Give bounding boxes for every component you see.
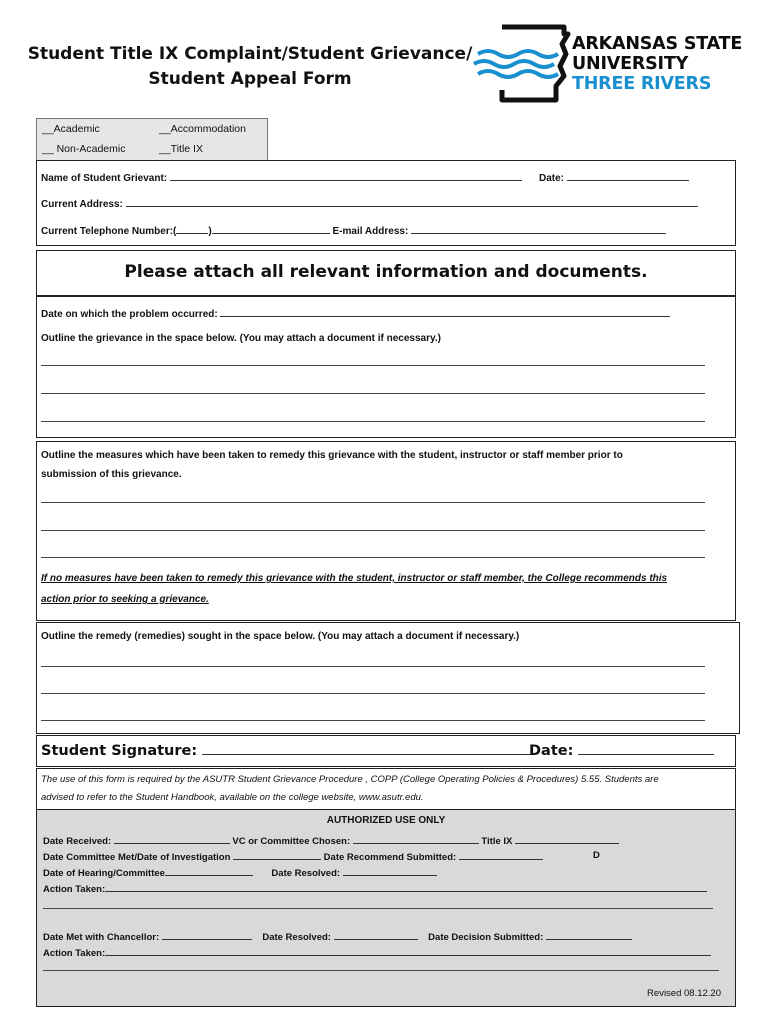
form-title-line1: Student Title IX Complaint/Student Grievance/	[27, 44, 473, 64]
action-taken-line-2[interactable]	[43, 908, 713, 909]
action-taken-field[interactable]	[105, 882, 707, 892]
grievance-line-3[interactable]	[41, 421, 705, 422]
address-label: Current Address:	[41, 199, 123, 210]
phone-area-code-field[interactable]	[176, 224, 208, 234]
decision-submitted-field[interactable]	[546, 930, 632, 940]
grievant-name-label: Name of Student Grievant:	[41, 173, 168, 184]
signature-section	[36, 735, 736, 767]
remedy-section	[36, 622, 740, 734]
vc-committee-label: VC or Committee Chosen:	[232, 836, 351, 847]
decision-submitted-label: Date Decision Submitted:	[428, 932, 544, 943]
grievance-outline-label: Outline the grievance in the space below. (You may attach a document if necessary.)	[41, 333, 441, 344]
logo-wordmark	[572, 34, 742, 94]
grievant-info-section	[36, 160, 736, 246]
signature-field[interactable]	[202, 742, 534, 755]
category-title-ix[interactable]: __Title IX	[159, 143, 203, 155]
category-selector	[36, 118, 268, 161]
date-resolved2-label: Date Resolved:	[262, 932, 331, 943]
attach-notice: Please attach all relevant information and documents.	[36, 250, 736, 296]
email-field[interactable]	[411, 224, 666, 234]
action-taken2-field[interactable]	[105, 946, 711, 956]
hearing-label: Date of Hearing/Committee	[43, 868, 165, 879]
phone-number-field[interactable]	[212, 224, 330, 234]
category-academic[interactable]: __Academic	[42, 123, 100, 135]
policy-line1: The use of this form is required by the ASUTR Student Grievance Procedure , COPP (College Operating Policies & Procedures) 5.55. Students are	[41, 774, 659, 785]
signature-label: Student Signature:	[41, 743, 198, 759]
logo-line1: ARKANSAS STATE	[572, 34, 743, 54]
d-letter: D	[593, 850, 600, 861]
problem-date-field[interactable]	[220, 307, 670, 317]
address-field[interactable]	[126, 197, 698, 207]
remedy-line-2[interactable]	[41, 693, 705, 694]
problem-date-label: Date on which the problem occurred:	[41, 309, 218, 320]
authorized-use-section	[36, 809, 736, 1007]
grievant-name-field[interactable]	[170, 171, 522, 181]
form-title	[20, 42, 480, 92]
date-received-label: Date Received:	[43, 836, 112, 847]
authorized-heading: AUTHORIZED USE ONLY	[326, 815, 446, 826]
grievance-line-2[interactable]	[41, 393, 705, 394]
action-taken2-label: Action Taken:	[43, 948, 106, 959]
date-resolved2-field[interactable]	[334, 930, 418, 940]
email-label: E-mail Address:	[332, 226, 409, 237]
category-accommodation[interactable]: __Accommodation	[159, 123, 246, 135]
logo-line2: UNIVERSITY	[572, 54, 689, 74]
measures-recommendation-line1: If no measures have been taken to remedy this grievance with the student, instructor or staff member, the College recommends this	[41, 573, 668, 584]
policy-note	[36, 768, 736, 810]
measures-line-2[interactable]	[41, 530, 705, 531]
measures-label-line1: Outline the measures which have been taken to remedy this grievance with the student, instructor or staff member prior to	[41, 450, 623, 461]
vc-committee-field[interactable]	[353, 834, 479, 844]
measures-label-line2: submission of this grievance.	[41, 469, 182, 480]
committee-met-field[interactable]	[233, 850, 321, 860]
recommend-submitted-field[interactable]	[459, 850, 543, 860]
chancellor-met-label: Date Met with Chancellor:	[43, 932, 160, 943]
grievance-line-1[interactable]	[41, 365, 705, 366]
chancellor-met-field[interactable]	[162, 930, 252, 940]
form-title-line2: Student Appeal Form	[148, 69, 352, 89]
action-taken-label: Action Taken:	[43, 884, 106, 895]
phone-label: Current Telephone Number:(	[41, 226, 177, 237]
remedy-label: Outline the remedy (remedies) sought in the space below. (You may attach a document if necessary.)	[41, 631, 520, 642]
date-resolved-field[interactable]	[343, 866, 437, 876]
measures-line-3[interactable]	[41, 557, 705, 558]
policy-line2: advised to refer to the Student Handbook, available on the college website, www.asutr.edu.	[41, 792, 424, 803]
remedy-line-1[interactable]	[41, 666, 705, 667]
signature-date-label: Date:	[529, 743, 574, 759]
signature-date-field[interactable]	[578, 742, 714, 755]
grievant-date-label: Date:	[539, 173, 565, 184]
title-ix-field[interactable]	[515, 834, 619, 844]
logo-line3: THREE RIVERS	[572, 74, 712, 94]
measures-line-1[interactable]	[41, 502, 705, 503]
title-ix-label: Title IX	[481, 836, 513, 847]
revised-date: Revised 08.12.20	[647, 988, 721, 999]
measures-section	[36, 441, 736, 621]
remedy-line-3[interactable]	[41, 720, 705, 721]
grievant-date-field[interactable]	[567, 171, 689, 181]
date-resolved-label: Date Resolved:	[271, 868, 341, 879]
measures-recommendation-line2: action prior to seeking a grievance.	[41, 594, 209, 605]
problem-section	[36, 296, 736, 438]
hearing-field[interactable]	[165, 866, 253, 876]
committee-met-label: Date Committee Met/Date of Investigation	[43, 852, 231, 863]
date-received-field[interactable]	[114, 834, 230, 844]
recommend-submitted-label: Date Recommend Submitted:	[323, 852, 457, 863]
phone-close-paren: )	[208, 226, 212, 237]
arkansas-state-outline-icon	[472, 24, 572, 104]
category-non-academic[interactable]: __ Non-Academic	[42, 143, 126, 155]
action-taken2-line-2[interactable]	[43, 970, 719, 971]
